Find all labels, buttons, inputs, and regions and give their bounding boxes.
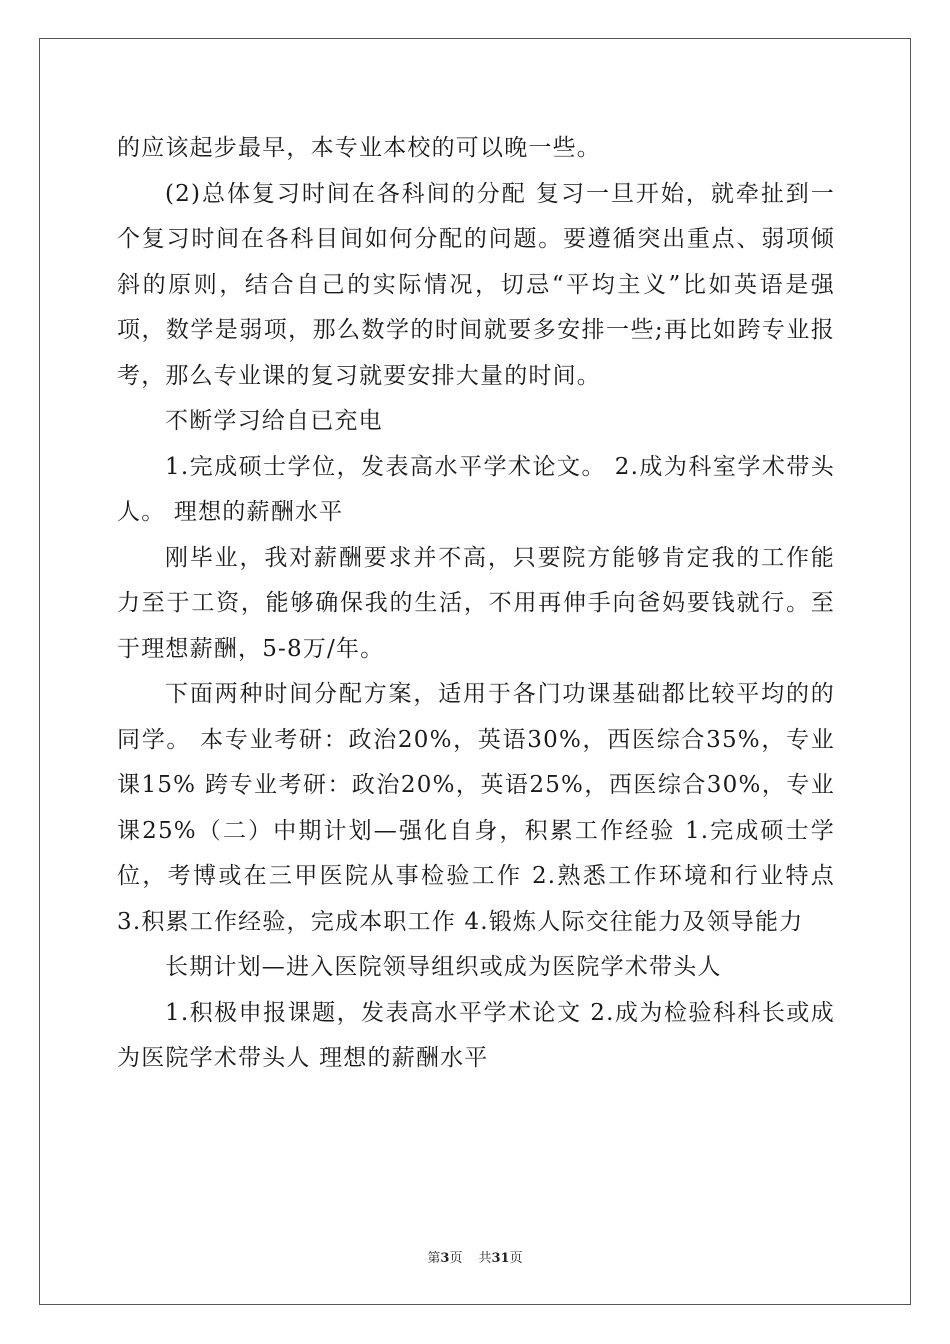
page-unit: 页 (449, 1251, 463, 1266)
current-page-number: 3 (440, 1251, 450, 1266)
paragraph-8: 1.积极申报课题，发表高水平学术论文 2.成为检验科科长或成为医院学术带头人 理想的薪酬水平 (117, 999, 835, 1071)
paragraph-6: 下面两种时间分配方案，适用于各门功课基础都比较平均的的同学。 本专业考研：政治20%，英语30%，西医综合35%，专业课15% 跨专业考研：政治20%，英语25%，西医综合30%，专业课25%（二）中期计划—强化自身，积累工作经验 1.完成硕士学位，考博或在三甲医院从事检验工作 2.熟悉工作环境和行业特点 3.积累工作经验，完成本职工作 4.锻炼人际交往能力及领导能力 (117, 681, 835, 935)
paragraph-4: 1.完成硕士学位，发表高水平学术论文。 2.成为科室学术带头人。 理想的薪酬水平 (117, 453, 835, 525)
page-footer (0, 1247, 950, 1266)
paragraph-7: 长期计划—进入医院领导组织或成为医院学术带头人 (165, 954, 722, 980)
document-body (117, 126, 835, 1082)
paragraph-3: 不断学习给自已充电 (165, 408, 383, 434)
paragraph-5: 刚毕业，我对薪酬要求并不高，只要院方能够肯定我的工作能力至于工资，能够确保我的生活，不用再伸手向爸妈要钱就行。至于理想薪酬，5-8万/年。 (117, 544, 835, 662)
total-page-count: 31 (491, 1251, 510, 1266)
paragraph-2: (2)总体复习时间在各科间的分配 复习一旦开始，就牵扯到一个复习时间在各科目间如何分配的问题。要遵循突出重点、弱项倾斜的原则，结合自己的实际情况，切忌“平均主义”比如英语是强项，数学是弱项，那么数学的时间就要多安排一些;再比如跨专业报考，那么专业课的复习就要安排大量的时间。 (117, 180, 835, 389)
paragraph-1: 的应该起步最早，本专业本校的可以晚一些。 (117, 135, 601, 161)
total-unit: 页 (509, 1251, 523, 1266)
page-prefix: 第 (427, 1251, 441, 1266)
total-prefix: 共 (478, 1251, 492, 1266)
